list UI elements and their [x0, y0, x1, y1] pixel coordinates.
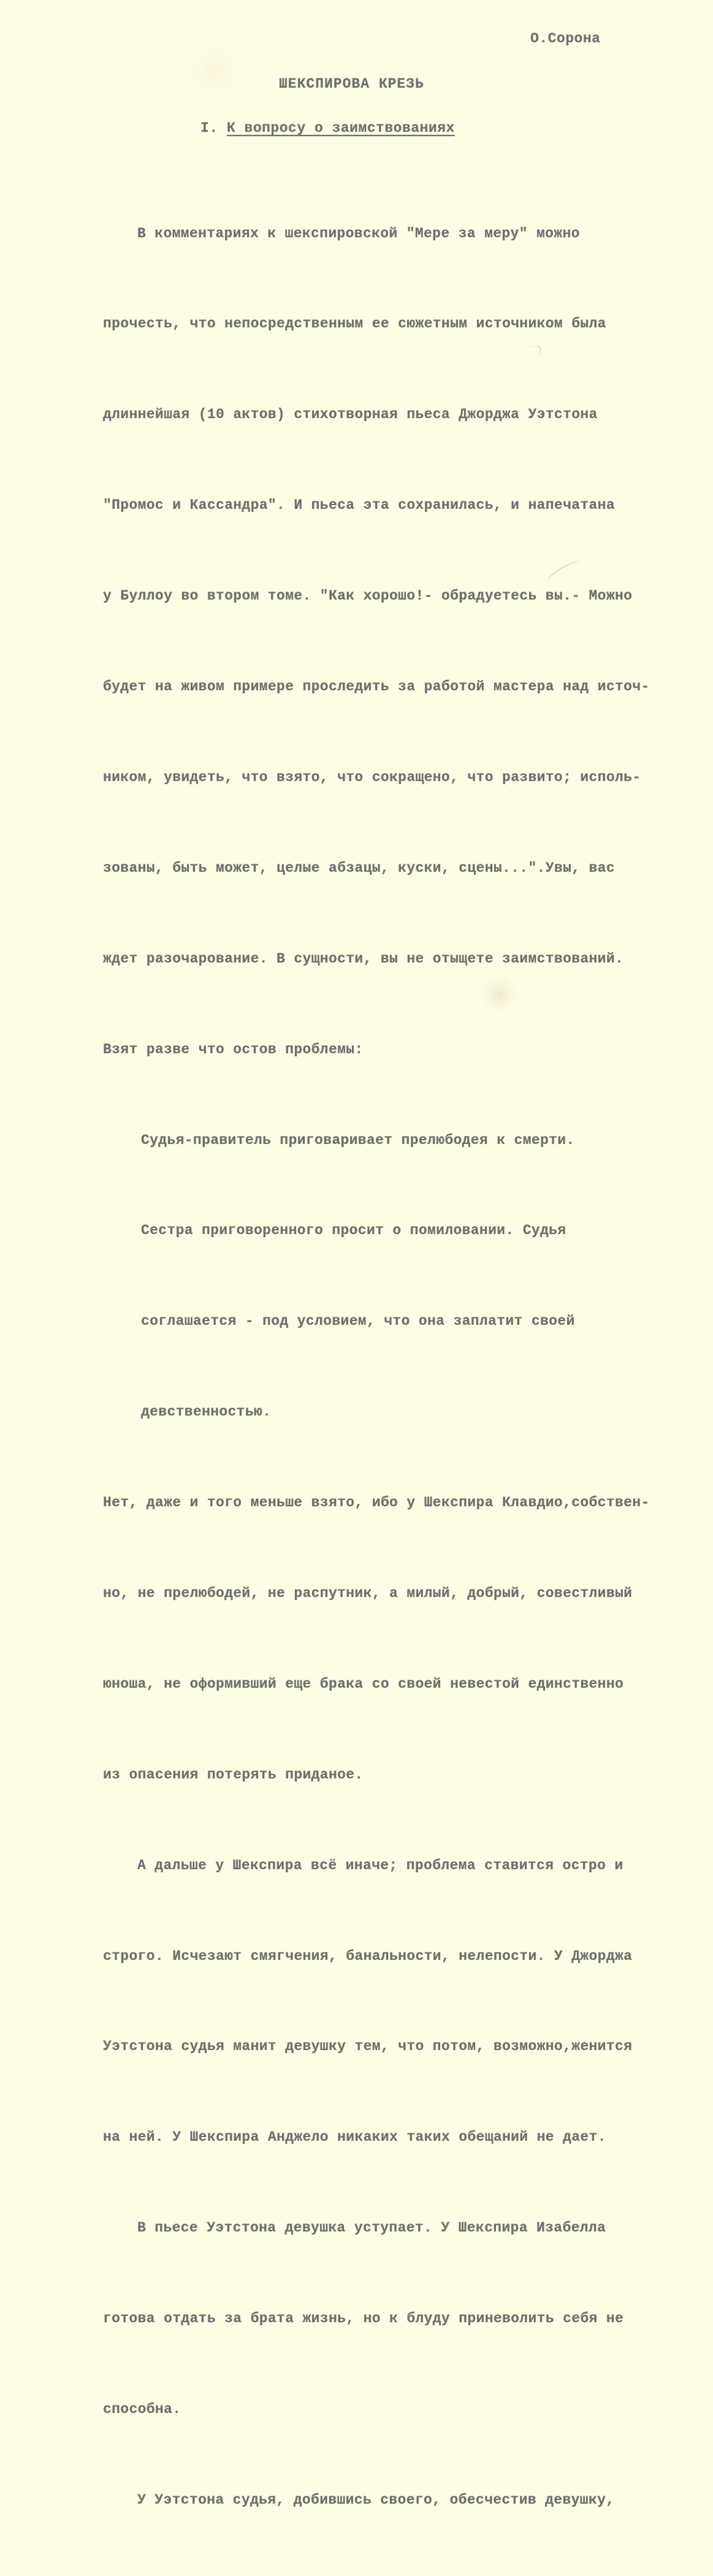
text-line: но, не прелюбодей, не распутник, а милый, добрый, совестливый [103, 1585, 633, 1601]
text-line: "Промос и Кассандра". И пьеса эта сохранилась, и напечатана [103, 497, 615, 514]
author-name: О.Сорона [530, 31, 601, 47]
text-line: строго. Исчезают смягчения, банальности, нелепости. У Джорджа [103, 1948, 633, 1964]
section-number: I. [200, 120, 218, 136]
document-body [103, 158, 679, 2576]
text-line: А дальше у Шекспира всё иначе; проблема ставится остро и [137, 1857, 623, 1873]
text-line: У Уэтстона судья, добившись своего, обесчестив девушку, [137, 2491, 615, 2508]
text-line: зованы, быть может, целые абзацы, куски, сцены...".Увы, вас [103, 859, 615, 876]
text-line: длиннейшая (10 актов) стихотворная пьеса Джорджа Уэтстона [103, 406, 598, 423]
text-line: у Буллоу во втором томе. "Как хорошо!- обрадуетесь вы.- Можно [103, 588, 633, 604]
text-line: ником, увидеть, что взято, что сокращено, что развито; исполь- [103, 769, 641, 785]
text-line: Уэтстона судья манит девушку тем, что потом, возможно,женится [103, 2038, 633, 2055]
text-line: Взят разве что остов проблемы: [103, 1041, 364, 1057]
text-line: на ней. У Шекспира Анджело никаких таких обещаний не дает. [103, 2129, 606, 2146]
quoted-line: Судья-правитель приговаривает прелюбодея к смерти. [141, 1132, 575, 1148]
quoted-line: девственностью. [141, 1404, 272, 1420]
text-line: Нет, даже и того меньше взято, ибо у Шекспира Клавдио,собствен- [103, 1495, 650, 1511]
document-title: ШЕКСПИРОВА КРЕЗЬ [279, 76, 424, 92]
text-line: способна. [103, 2401, 181, 2417]
quoted-line: Сестра приговоренного просит о помиловании. Судья [141, 1222, 566, 1239]
text-line: будет на живом примере проследить за работой мастера над источ- [103, 679, 650, 695]
text-line: готова отдать за брата жизнь, но к блуду приневолить себя не [103, 2311, 624, 2327]
text-line: юноша, не оформивший еще брака со своей невестой единственно [103, 1675, 624, 1692]
quoted-line: соглашается - под условием, что она заплатит своей [141, 1313, 575, 1330]
text-line: из опасения потерять приданое. [103, 1766, 364, 1783]
text-line: прочесть, что непосредственным ее сюжетным источником была [103, 316, 606, 332]
text-line: ждет разочарование. В сущности, вы не отыщете заимствований. [103, 950, 624, 967]
text-line: В комментариях к шекспировской "Мере за меру" можно [137, 225, 580, 242]
section-heading [200, 120, 455, 136]
text-line: В пьесе Уэтстона девушка уступает. У Шекспира Изабелла [137, 2220, 606, 2236]
section-heading-text: К вопросу о заимствованиях [226, 120, 455, 136]
